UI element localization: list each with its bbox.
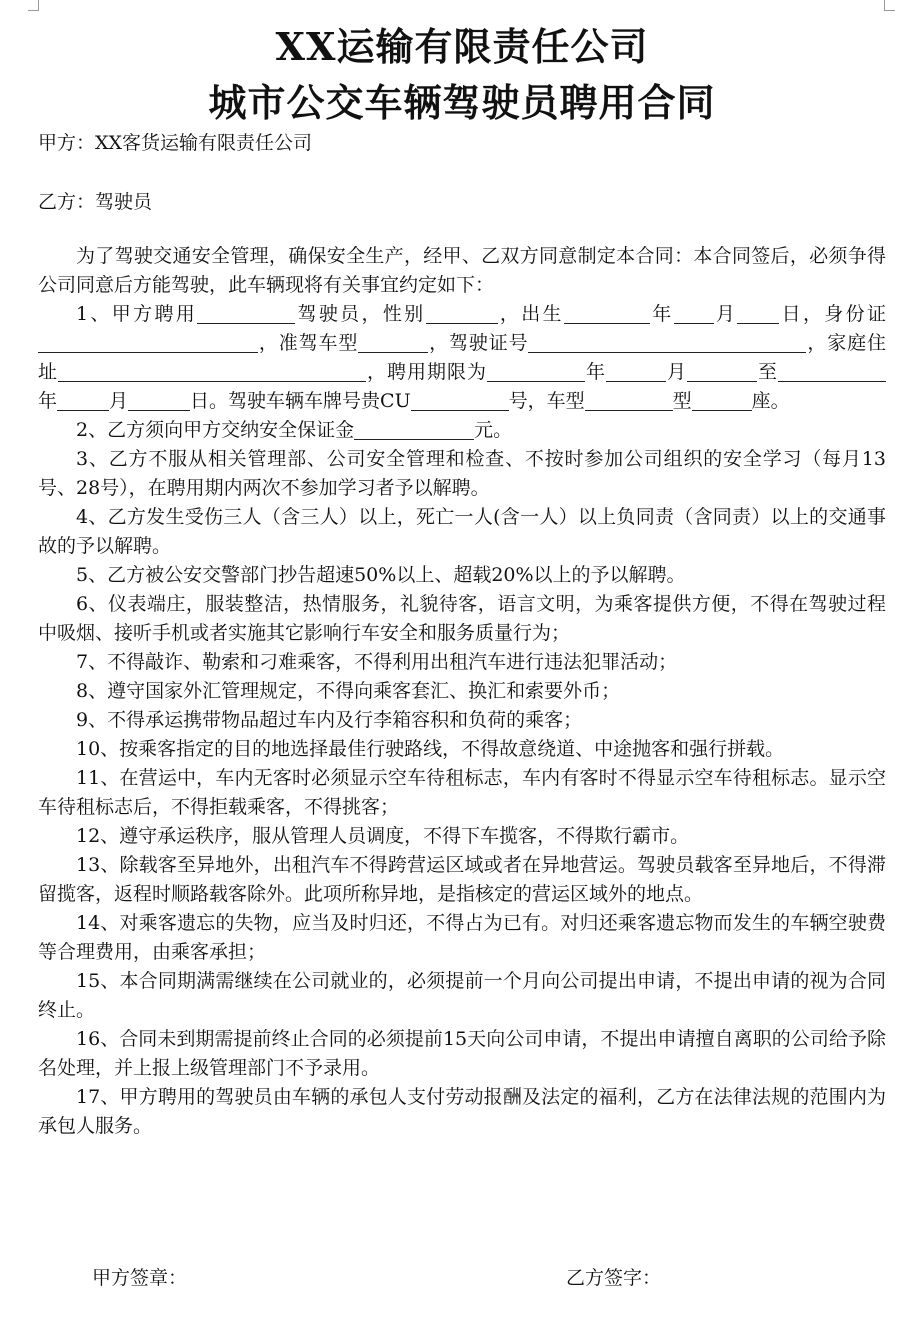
- clause-17: 17、甲方聘用的驾驶员由车辆的承包人支付劳动报酬及法定的福利，乙方在法律法规的范围内为承包人服务。: [38, 1086, 886, 1137]
- clause-8: 8、遵守国家外汇管理规定，不得向乘客套汇、换汇和索要外币；: [76, 680, 621, 702]
- employee-name-blank[interactable]: [197, 303, 295, 324]
- clause-16: 16、合同未到期需提前终止合同的必须提前15天向公司申请，不提出申请擅自离职的公司给予除名处理，并上报上级管理部门不予录用。: [38, 1028, 886, 1079]
- party-b-signature-label: 乙方签字：: [566, 1267, 662, 1289]
- clause-4: 4、乙方发生受伤三人（含三人）以上，死亡一人(含一人）以上负同责（含同责）以上的交通事故的予以解聘。: [38, 506, 886, 557]
- birth-day-blank[interactable]: [737, 303, 779, 324]
- clause-6: 6、仪表端庄，服装整洁，热情服务，礼貌待客，语言文明，为乘客提供方便，不得在驾驶过程中吸烟、接听手机或者实施其它影响行车安全和服务质量行为；: [38, 593, 886, 644]
- vehicle-model-blank[interactable]: [585, 390, 673, 411]
- gender-blank[interactable]: [426, 303, 498, 324]
- page-corner-mark-right: [884, 0, 895, 11]
- page-corner-mark-left: [28, 0, 39, 11]
- term-end-month-blank[interactable]: [57, 390, 109, 411]
- term-start-day-blank[interactable]: [687, 361, 757, 382]
- clause-13: 13、除载客至异地外，出租汽车不得跨营运区域或者在异地营运。驾驶员载客至异地后，不得滞留揽客，返程时顺路载客除外。此项所称异地，是指核定的营运区域外的地点。: [38, 854, 886, 905]
- birth-year-blank[interactable]: [564, 303, 650, 324]
- deposit-amount-blank[interactable]: [354, 419, 474, 440]
- term-start-month-blank[interactable]: [606, 361, 666, 382]
- contract-title: 城市公交车辆驾驶员聘用合同: [208, 80, 716, 125]
- term-end-year-blank[interactable]: [778, 361, 886, 382]
- party-a-line: 甲方：XX客货运输有限责任公司: [38, 132, 313, 154]
- id-number-blank[interactable]: [38, 332, 258, 353]
- plate-number-blank[interactable]: [411, 390, 509, 411]
- home-address-blank[interactable]: [58, 361, 366, 382]
- license-class-blank[interactable]: [358, 332, 428, 353]
- clause-1: 1、甲方聘用 驾驶员，性别 ，出生 年 月 日，身份证，准驾车型 ，驾驶证号 ，家庭住址 ，聘用期限为 年 月 至年 月 日。驾驶车辆车牌号贵CU 号，车型 型 座。: [38, 303, 886, 412]
- clause-15: 15、本合同期满需继续在公司就业的，必须提前一个月向公司提出申请，不提出申请的视为合同终止。: [38, 970, 886, 1021]
- clause-2: 2、乙方须向甲方交纳安全保证金 元。: [76, 419, 513, 441]
- party-b-line: 乙方：驾驶员: [38, 191, 153, 213]
- intro-paragraph: 为了驾驶交通安全管理，确保安全生产，经甲、乙双方同意制定本合同：本合同签后，必须争得公司同意后方能驾驶，此车辆现将有关事宜约定如下：: [38, 245, 886, 296]
- term-start-year-blank[interactable]: [487, 361, 585, 382]
- contract-body: [38, 242, 886, 1141]
- clause-9: 9、不得承运携带物品超过车内及行李箱容积和负荷的乘客；: [76, 709, 583, 731]
- clause-3: 3、乙方不服从相关管理部、公司安全管理和检查、不按时参加公司组织的安全学习（每月13号、28号），在聘用期内两次不参加学习者予以解聘。: [38, 448, 886, 499]
- seat-count-blank[interactable]: [692, 390, 752, 411]
- party-a-signature-label: 甲方签章：: [92, 1267, 188, 1289]
- company-title: XX运输有限责任公司: [275, 24, 649, 69]
- birth-month-blank[interactable]: [674, 303, 714, 324]
- term-end-day-blank[interactable]: [128, 390, 190, 411]
- clause-7: 7、不得敲诈、勒索和刁难乘客，不得利用出租汽车进行违法犯罪活动；: [76, 651, 678, 673]
- license-number-blank[interactable]: [528, 332, 806, 353]
- clause-5: 5、乙方被公安交警部门抄告超速50%以上、超载20%以上的予以解聘。: [76, 564, 686, 586]
- clause-12: 12、遵守承运秩序，服从管理人员调度，不得下车揽客，不得欺行霸市。: [76, 825, 690, 847]
- clause-10: 10、按乘客指定的目的地选择最佳行驶路线，不得故意绕道、中途抛客和强行拼载。: [76, 738, 785, 760]
- clause-14: 14、对乘客遗忘的失物，应当及时归还，不得占为已有。对归还乘客遗忘物而发生的车辆空驶费等合理费用，由乘客承担；: [38, 912, 886, 963]
- clause-11: 11、在营运中，车内无客时必须显示空车待租标志，车内有客时不得显示空车待租标志。显示空车待租标志后，不得拒载乘客，不得挑客；: [38, 767, 886, 818]
